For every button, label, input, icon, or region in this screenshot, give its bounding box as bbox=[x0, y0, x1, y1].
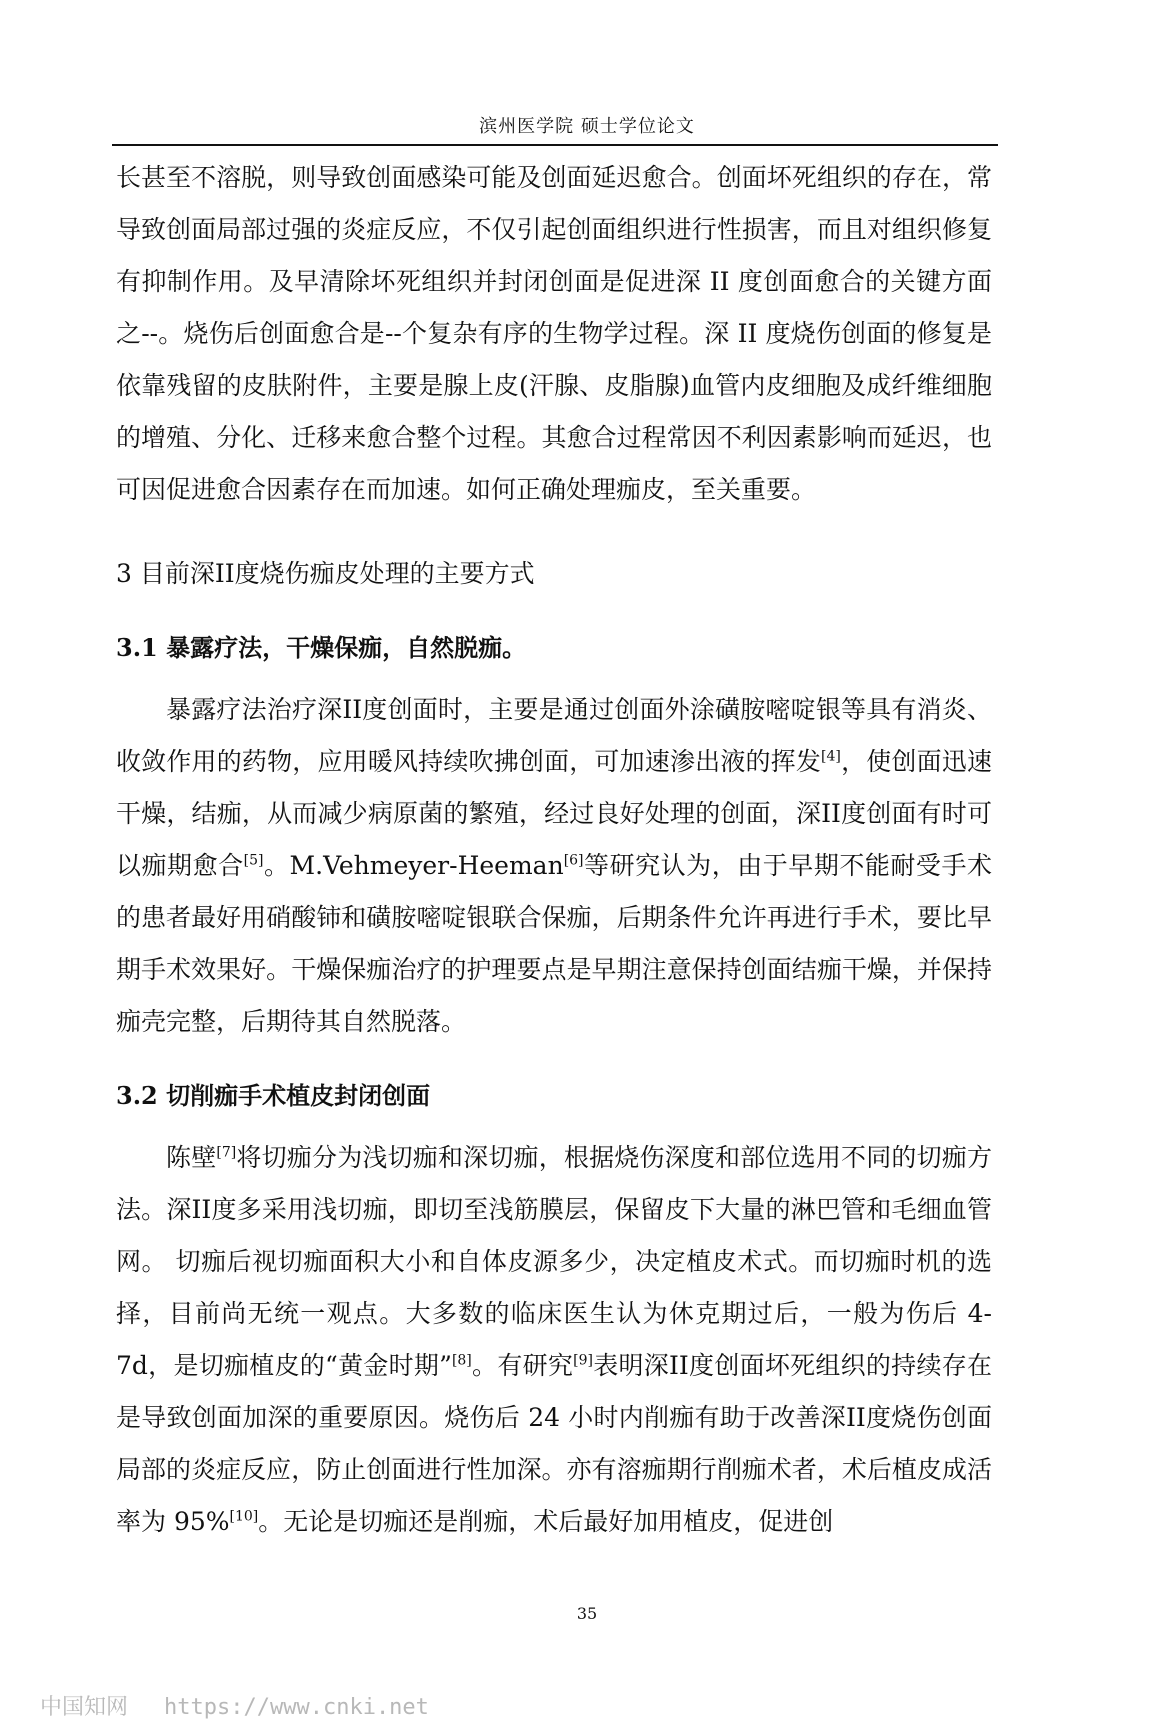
section-3-1-heading: 3.1 暴露疗法，干燥保痂，自然脱痂。 bbox=[116, 633, 527, 662]
paragraph-wound-healing: 长甚至不溶脱，则导致创面感染可能及创面延迟愈合。创面坏死组织的存在，常导致创面局部过强的炎症反应，不仅引起创面组织进行性损害，而且对组织修复有抑制作用。及早清除坏死组织并封闭创面是促进深 II 度创面愈合的关键方面之--。烧伤后创面愈合是--个复杂有序的生物学过程。深 II 度烧伤创面的修复是依靠残留的皮肤附件，主要是腺上皮(汗腺、皮脂腺)血管内皮细胞及成纤维细胞的增殖、分化、迁移来愈合整个过程。其愈合过程常因不利因素影响而延迟，也可因促进愈合因素存在而加速。如何正确处理痂皮，至关重要。 bbox=[116, 163, 992, 504]
text-run: 等研究认为，由于早期不能耐受手术的患者最好用硝酸铈和磺胺嘧啶银联合保痂，后期条件允许再进行手术，要比早期手术效果好。干燥保痂治疗的护理要点是早期注意保持创面结痂干燥，并保持痂壳完整，后期待其自然脱落。 bbox=[116, 851, 992, 1036]
text-run: 陈壁 bbox=[166, 1143, 217, 1172]
section-3-2-heading: 3.2 切削痂手术植皮封闭创面 bbox=[116, 1081, 431, 1110]
citation-ref: [6] bbox=[563, 852, 584, 869]
text-run: 暴露疗法治疗深II度创面时，主要是通过创面外涂磺胺嘧啶银等具有消炎、收敛作用的药物，应用暖风持续吹拂创面，可加速渗出液的挥发 bbox=[116, 695, 992, 776]
section-3-2-paragraph bbox=[116, 1132, 992, 1548]
citation-ref: [5] bbox=[243, 852, 264, 869]
text-run: 。有研究 bbox=[471, 1351, 574, 1380]
citation-ref: [10] bbox=[229, 1508, 259, 1525]
citation-ref: [8] bbox=[451, 1352, 472, 1369]
text-run: ，使创面迅速干燥，结痂，从而减少病原菌的繁殖，经过良好处理的创面，深II度创面有时可以痂期愈合 bbox=[116, 747, 992, 880]
watermark-footer bbox=[40, 1690, 429, 1721]
section-3-heading: 3 目前深II度烧伤痂皮处理的主要方式 bbox=[116, 559, 535, 588]
citation-ref: [9] bbox=[573, 1352, 593, 1369]
running-header: 滨州医学院 硕士学位论文 bbox=[479, 116, 695, 137]
section-3-1-paragraph bbox=[116, 684, 992, 1048]
text-run: 。无论是切痂还是削痂，术后最好加用植皮，促进创 bbox=[258, 1507, 834, 1536]
text-run: 。M.Vehmeyer-Heeman bbox=[263, 851, 564, 880]
page-number: 35 bbox=[576, 1604, 598, 1623]
text-run: 将切痂分为浅切痂和深切痂，根据烧伤深度和部位选用不同的切痂方法。深II度多采用浅切痂，即切至浅筋膜层，保留皮下大量的淋巴管和毛细血管网。 切痂后视切痂面积大小和自体皮源多少，决定植皮术式。而切痂时机的选择，目前尚无统一观点。大多数的临床医生认为休克期过后，一般为伤后 4-7d，是切痂植皮的“黄金时期” bbox=[116, 1143, 992, 1380]
cnki-url: https://www.cnki.net bbox=[164, 1695, 429, 1720]
header-rule bbox=[112, 144, 998, 146]
citation-ref: [4] bbox=[821, 748, 841, 765]
text-run: 表明深II度创面坏死组织的持续存在是导致创面加深的重要原因。烧伤后 24 小时内削痂有助于改善深II度烧伤创面局部的炎症反应，防止创面进行性加深。亦有溶痂期行削痂术者，术后植皮成活率为 95% bbox=[116, 1351, 992, 1536]
citation-ref: [7] bbox=[216, 1144, 237, 1161]
cnki-brand: 中国知网 bbox=[40, 1695, 129, 1720]
page-body bbox=[116, 152, 992, 1548]
